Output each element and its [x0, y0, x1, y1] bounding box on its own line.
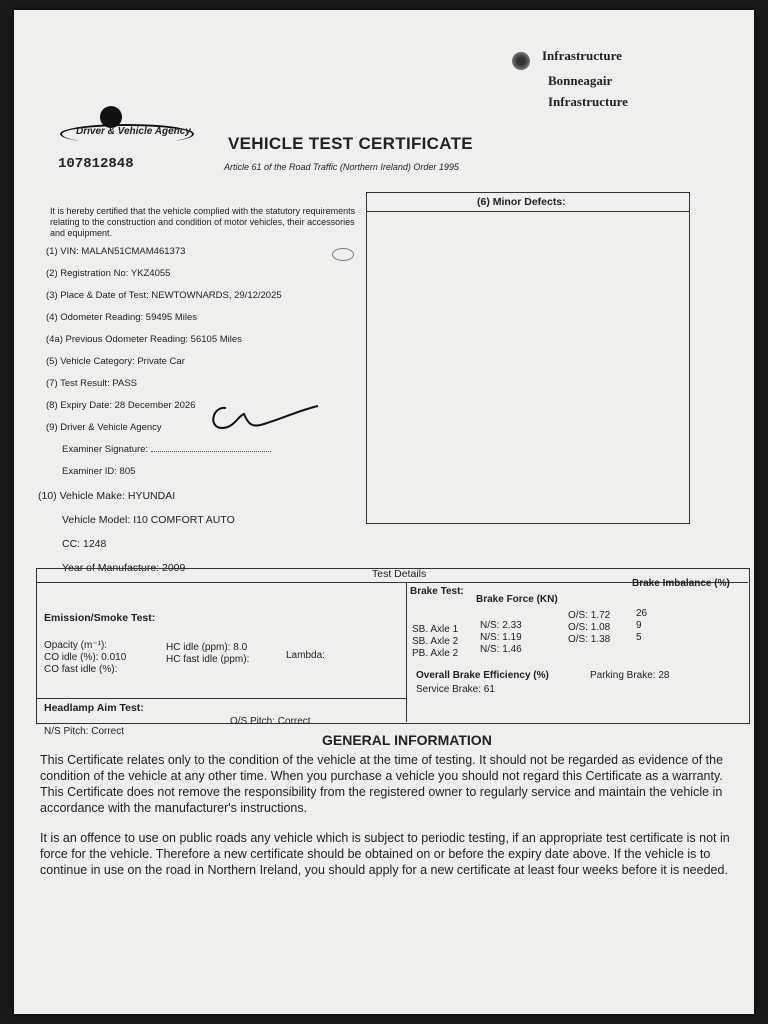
field-vin: (1) VIN: MALAN51CMAM461373 — [46, 246, 186, 257]
brake-axles: SB. Axle 1 SB. Axle 2 PB. Axle 2 — [412, 624, 459, 659]
field-examiner-id: Examiner ID: 805 — [62, 466, 136, 477]
brake-imbalance: 26 9 5 — [636, 608, 648, 643]
infrastructure-crest-icon — [512, 52, 530, 70]
field-result: (7) Test Result: PASS — [46, 378, 137, 389]
field-expiry: (8) Expiry Date: 28 December 2026 — [46, 400, 196, 411]
brake-imbalance-heading: Brake Imbalance (%) — [632, 578, 730, 589]
emission-co-idle: CO idle (%): 0.010 — [44, 652, 127, 663]
field-registration: (2) Registration No: YKZ4055 — [46, 268, 171, 279]
field-make: (10) Vehicle Make: HYUNDAI — [38, 490, 176, 502]
headlamp-heading: Headlamp Aim Test: — [44, 702, 144, 714]
field-place-date: (3) Place & Date of Test: NEWTOWNARDS, 29/12/2025 — [46, 290, 282, 301]
brake-heading: Brake Test: — [410, 586, 464, 597]
field-model: Vehicle Model: I10 COMFORT AUTO — [62, 514, 235, 526]
intro-text: It is hereby certified that the vehicle complied with the statutory requirements relating to the construction and condition of motor vehicles, their accessories and equipment. — [50, 206, 356, 238]
article-line: Article 61 of the Road Traffic (Northern Ireland) Order 1995 — [224, 162, 459, 172]
certificate-number: 107812848 — [58, 156, 134, 172]
test-details-box — [36, 568, 750, 724]
field-issuer: (9) Driver & Vehicle Agency — [46, 422, 162, 433]
field-examiner-signature: Examiner Signature: — [62, 444, 271, 455]
brake-parking: Parking Brake: 28 — [590, 670, 670, 681]
field-cc: CC: 1248 — [62, 538, 107, 550]
emission-heading: Emission/Smoke Test: — [44, 612, 156, 624]
ukb-stamp-icon — [332, 248, 354, 261]
dept-name-2: Bonneagair — [548, 73, 613, 88]
emission-opacity: Opacity (m⁻¹): — [44, 640, 108, 651]
test-details-heading: Test Details — [372, 568, 427, 580]
emission-lambda: Lambda: — [286, 650, 325, 661]
emission-co-fast-idle: CO fast idle (%): — [44, 664, 118, 675]
general-info-paragraph-2: It is an offence to use on public roads any vehicle which is subject to periodic testing, if an appropriate test certificate is not in force for the vehicle. Therefore a new certificate should be obtained on or before the expiry date above. If the vehicle is to continue in use on the road in Northern Ireland, you should apply for a new certificate at least four weeks before it is needed. — [40, 831, 730, 877]
emission-hc-idle: HC idle (ppm): 8.0 — [166, 642, 248, 653]
minor-defects-heading: (6) Minor Defects: — [477, 196, 566, 208]
brake-ns: N/S: 2.33 N/S: 1.19 N/S: 1.46 — [480, 620, 522, 655]
field-odometer: (4) Odometer Reading: 59495 Miles — [46, 312, 198, 323]
brake-os: O/S: 1.72 O/S: 1.08 O/S: 1.38 — [568, 610, 611, 645]
dept-name-3: Infrastructure — [548, 94, 628, 109]
field-category: (5) Vehicle Category: Private Car — [46, 356, 185, 367]
agency-name: Driver & Vehicle Agency — [76, 126, 191, 137]
brake-efficiency-heading: Overall Brake Efficiency (%) — [416, 670, 549, 681]
emission-hc-fast-idle: HC fast idle (ppm): — [166, 654, 250, 665]
general-info-paragraph-1: This Certificate relates only to the condition of the vehicle at the time of testing. It should not be regarded as evidence of the condition of the vehicle at any other time. When you purchase a vehicle you should not regard this Certificate as a warranty. This Certificate does not remove the responsibility from the registered owner to regularly service and maintain the vehicle in accordance with the manufacturer's instructions. — [40, 753, 724, 815]
headlamp-ns: N/S Pitch: Correct — [44, 726, 125, 737]
certificate-page — [14, 10, 754, 1014]
minor-defects-box — [366, 192, 690, 524]
dept-name-1: Infrastructure — [542, 48, 622, 63]
page-title: VEHICLE TEST CERTIFICATE — [228, 134, 473, 153]
headlamp-os: O/S Pitch: Correct — [230, 716, 311, 727]
brake-force-heading: Brake Force (KN) — [476, 594, 558, 605]
field-year: Year of Manufacture: 2009 — [62, 562, 186, 574]
brake-service: Service Brake: 61 — [416, 684, 495, 695]
general-info-heading: GENERAL INFORMATION — [322, 732, 492, 748]
field-prev-odometer: (4a) Previous Odometer Reading: 56105 Miles — [46, 334, 242, 345]
examiner-signature-drawing — [204, 398, 324, 438]
